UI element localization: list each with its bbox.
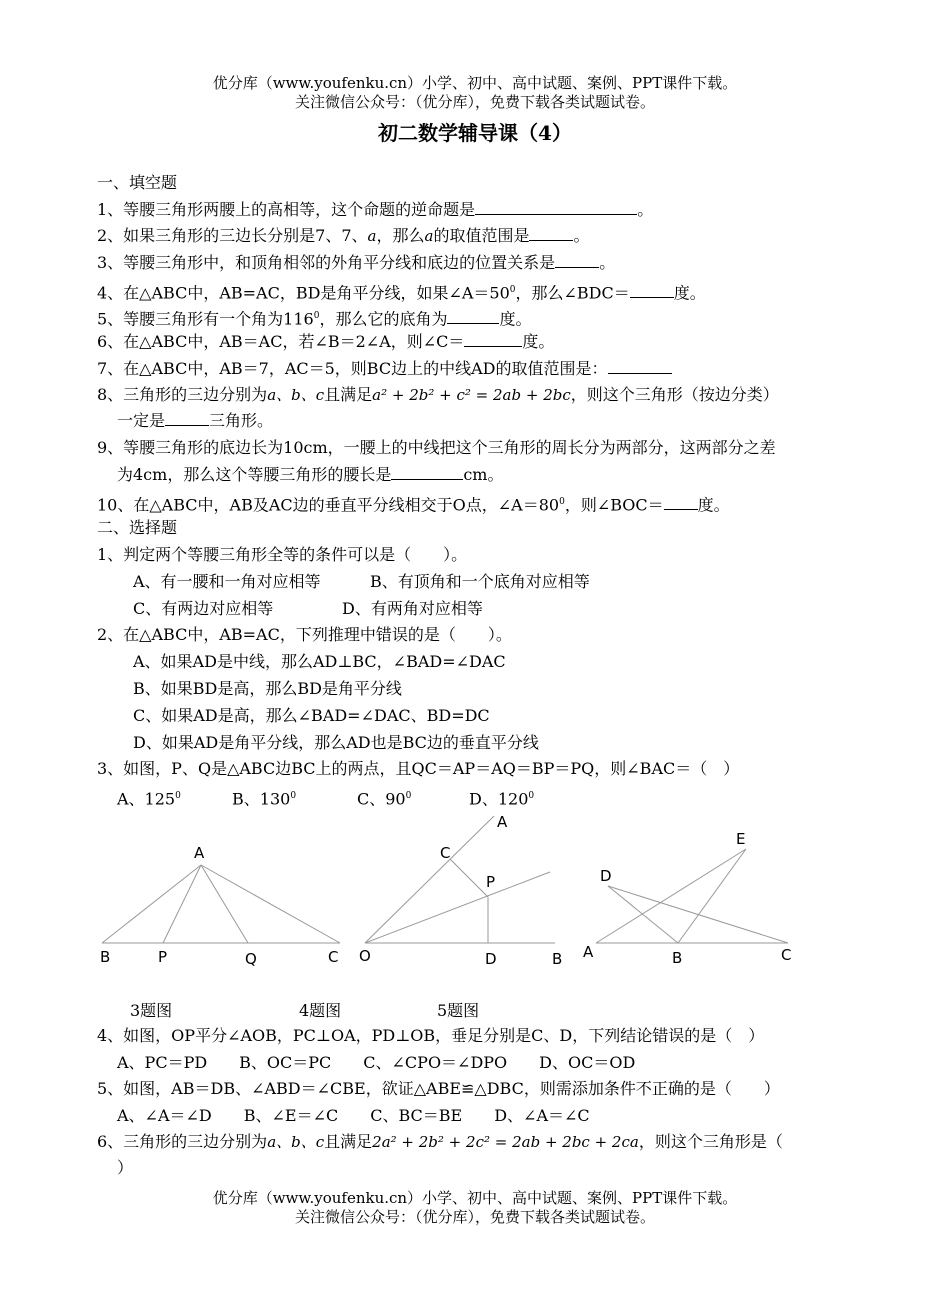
choice-q1-option-c: C、有两边对应相等 — [133, 599, 274, 618]
answer-blank[interactable] — [664, 495, 698, 510]
choice-q6: 6、三角形的三边分别为a、b、c且满足2a² + 2b² + 2c² = 2ab + 2bc + 2ca，则这个三角形是（ — [97, 1132, 783, 1151]
fig3-segment-aq — [201, 865, 248, 943]
choice-q3-option-a: A、$125^0$ — [117, 789, 181, 809]
fig3-label-c: C — [328, 948, 339, 966]
fig4-label-a: A — [497, 813, 508, 831]
fill-q4: 4、在△ABC中，AB=AC，BD是角平分线，如果$\angle A=50^0$，那么∠BDC＝ 度。 — [97, 283, 706, 303]
answer-blank[interactable] — [630, 283, 674, 298]
fig4-label-o: O — [359, 947, 371, 965]
answer-blank[interactable] — [165, 411, 209, 426]
answer-blank[interactable] — [475, 200, 637, 215]
figure-q3 — [95, 838, 355, 978]
fig3-label-p: P — [158, 948, 168, 966]
fig5-label-b: B — [672, 949, 683, 967]
choice-q2-option-d: D、如果AD是角平分线，那么AD也是BC边的垂直平分线 — [133, 733, 539, 752]
fig3-side-ac — [201, 865, 340, 943]
choice-q4-options: A、PC＝PD B、OC＝PC C、∠CPO＝∠DPO D、OC＝OD — [117, 1053, 636, 1072]
choice-q5-options: A、∠A＝∠D B、∠E＝∠C C、BC＝BE D、∠A＝∠C — [117, 1106, 590, 1125]
fig4-label-d: D — [485, 950, 497, 968]
fig5-label-a: A — [583, 943, 594, 961]
choice-q3-option-b: B、$130^0$ — [232, 789, 297, 809]
fig3-side-ab — [102, 865, 201, 943]
fill-q5: 5、等腰三角形有一个角为$116^0$，那么它的底角为 度。 — [97, 309, 532, 329]
page-title: 初二数学辅导课（4） — [378, 121, 572, 145]
fig5-segment-db — [608, 886, 678, 943]
fig3-segment-ap — [163, 865, 201, 943]
answer-blank[interactable] — [447, 309, 499, 324]
fig5-label-e: E — [736, 830, 746, 848]
answer-blank[interactable] — [608, 359, 672, 374]
site-footer-line2: 关注微信公众号：（优分库），免费下载各类试题试卷。 — [294, 1208, 655, 1226]
figure-caption-5: 5题图 — [437, 1001, 480, 1020]
fill-q9-cont: 为4cm，那么这个等腰三角形的腰长是 cm。 — [117, 465, 504, 484]
fill-q8: 8、三角形的三边分别为a、b、c且满足a² + 2b² + c² = 2ab + 2bc，则这个三角形（按边分类） — [97, 385, 779, 404]
fill-q1: 1、等腰三角形两腰上的高相等，这个命题的逆命题是 。 — [97, 200, 654, 219]
choice-q1: 1、判定两个等腰三角形全等的条件可以是（ ）。 — [97, 545, 468, 564]
section1-heading: 一、填空题 — [97, 173, 178, 192]
fig5-segment-dc — [608, 886, 788, 943]
choice-q1-option-a: A、有一腰和一角对应相等 — [133, 572, 321, 591]
site-footer-line1: 优分库（www.youfenku.cn）小学、初中、高中试题、案例、PPT课件下载。 — [212, 1189, 738, 1207]
fill-q3: 3、等腰三角形中，和顶角相邻的外角平分线和底边的位置关系是 。 — [97, 253, 616, 272]
choice-q2: 2、在△ABC中，AB=AC，下列推理中错误的是（ ）。 — [97, 625, 512, 644]
figure-q4 — [355, 808, 575, 978]
fig3-label-q: Q — [245, 950, 257, 968]
section2-heading: 二、选择题 — [97, 518, 178, 537]
fill-q2: 2、如果三角形的三边长分别是7、7、a，那么a的取值范围是 。 — [97, 226, 590, 245]
answer-blank[interactable] — [391, 465, 463, 480]
fill-q9: 9、等腰三角形的底边长为10cm，一腰上的中线把这个三角形的周长分为两部分，这两部分之差 — [97, 438, 776, 457]
fig4-label-p: P — [486, 873, 496, 891]
choice-q4: 4、如图，OP平分∠AOB，PC⊥OA，PD⊥OB，垂足分别是C、D，下列结论错误的是（ ） — [97, 1026, 765, 1045]
choice-q3-option-c: C、$90^0$ — [357, 789, 412, 809]
fill-q6: 6、在△ABC中，AB＝AC，若∠B＝2∠A，则∠C＝ 度。 — [97, 332, 555, 351]
fill-q8-cont: 一定是 三角形。 — [117, 411, 274, 430]
answer-blank[interactable] — [555, 253, 599, 268]
fig5-label-d: D — [600, 867, 612, 885]
fig4-segment-pc — [450, 859, 488, 897]
fig3-label-a: A — [194, 844, 205, 862]
choice-q3: 3、如图，P、Q是△ABC边BC上的两点，且QC＝AP＝AQ＝BP＝PQ，则∠BAC＝（ ） — [97, 759, 740, 778]
site-header-line2: 关注微信公众号：（优分库），免费下载各类试题试卷。 — [294, 93, 655, 111]
figure-caption-3: 3题图 — [130, 1001, 173, 1020]
choice-q1-option-b: B、有顶角和一个底角对应相等 — [370, 572, 590, 591]
fill-q10: 10、在△ABC中，AB及AC边的垂直平分线相交于O点，$\angle A=80^0$，则∠BOC＝ 度。 — [97, 495, 730, 515]
answer-blank[interactable] — [464, 332, 522, 347]
choice-q5: 5、如图，AB＝DB、∠ABD＝∠CBE，欲证△ABE≌△DBC，则需添加条件不正确的是（ ） — [97, 1079, 780, 1098]
answer-blank[interactable] — [529, 226, 573, 241]
choice-q6-cont: ） — [117, 1158, 134, 1177]
fig5-segment-ae — [596, 849, 746, 943]
choice-q3-option-d: D、$120^0$ — [469, 789, 535, 809]
choice-q1-option-d: D、有两角对应相等 — [342, 599, 483, 618]
fig4-ray-oa — [365, 816, 494, 943]
figure-q5 — [578, 826, 798, 976]
fill-q7: 7、在△ABC中，AB＝7，AC＝5，则BC边上的中线AD的取值范围是： — [97, 359, 672, 379]
choice-q2-option-b: B、如果BD是高，那么BD是角平分线 — [133, 679, 402, 698]
figure-caption-4: 4题图 — [299, 1001, 342, 1020]
fig5-segment-be — [678, 849, 746, 943]
choice-q2-option-c: C、如果AD是高，那么∠BAD=∠DAC、BD=DC — [133, 706, 490, 725]
choice-q2-option-a: A、如果AD是中线，那么AD⊥BC，∠BAD=∠DAC — [133, 652, 506, 671]
fig4-label-b: B — [552, 950, 563, 968]
fig5-label-c: C — [781, 946, 792, 964]
fig4-bisector-op — [365, 872, 550, 943]
fig3-label-b: B — [100, 948, 111, 966]
fig4-label-c: C — [440, 844, 451, 862]
site-header-line1: 优分库（www.youfenku.cn）小学、初中、高中试题、案例、PPT课件下载。 — [212, 74, 738, 92]
